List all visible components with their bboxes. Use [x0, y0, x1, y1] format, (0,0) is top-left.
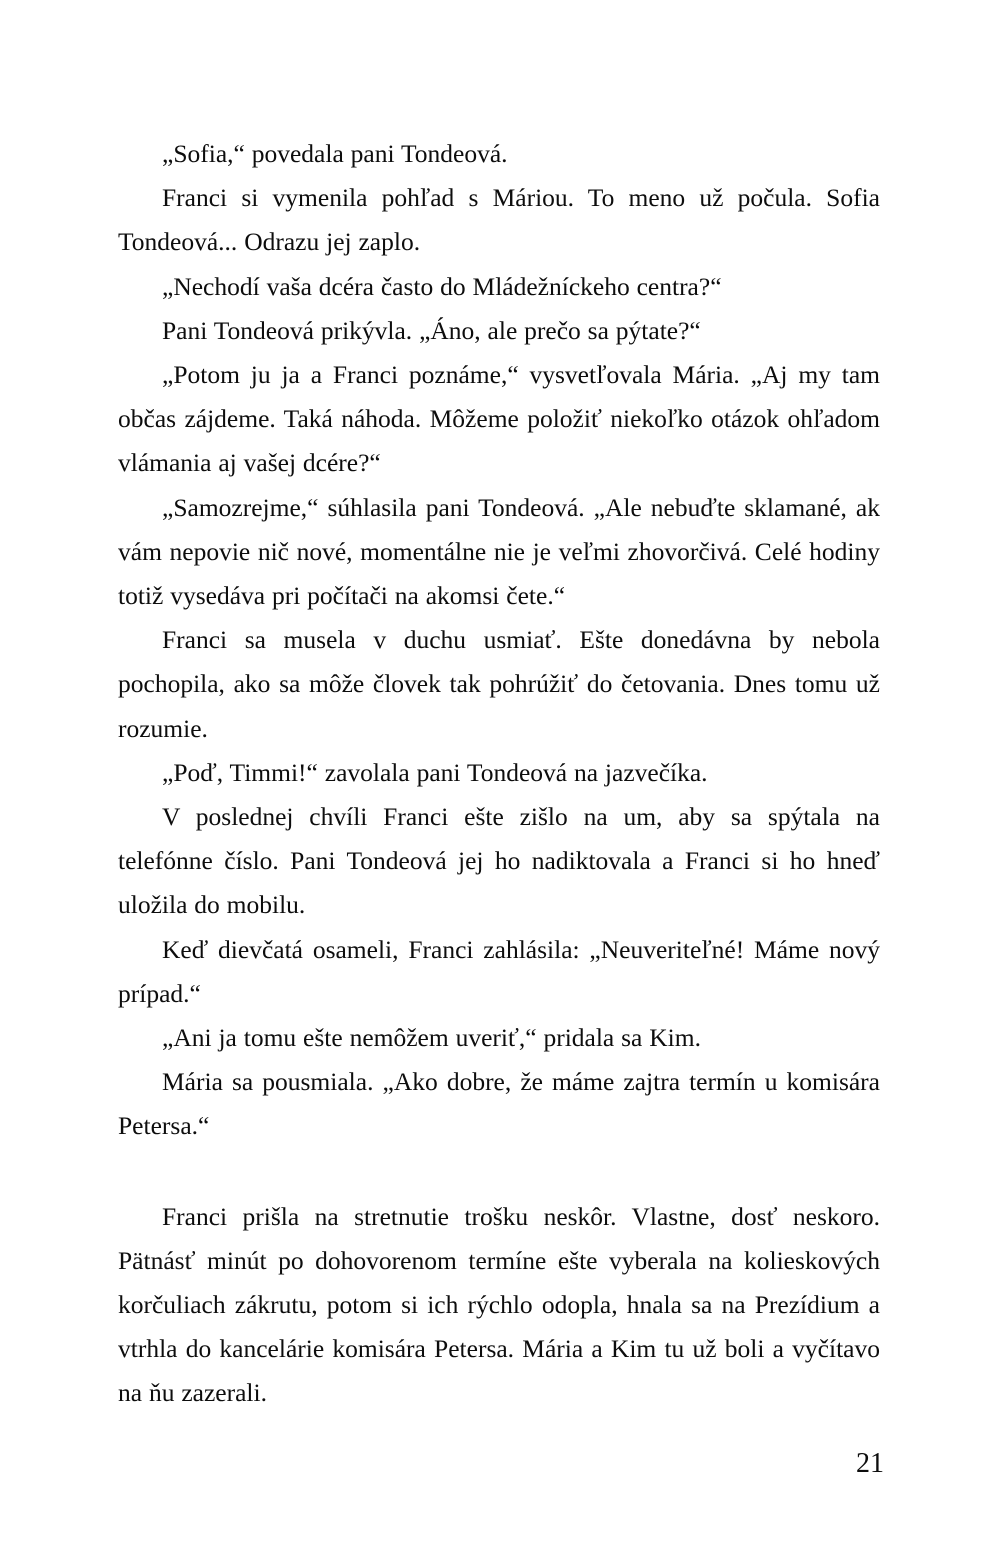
page-number: 21 — [856, 1448, 884, 1479]
paragraph: Mária sa pousmiala. „Ako dobre, že máme zajtra termín u komisára Petersa.“ — [118, 1067, 880, 1141]
paragraph: Pani Tondeová prikývla. „Áno, ale prečo sa pýtate?“ — [162, 315, 701, 345]
paragraph: „Sofia,“ povedala pani Tondeová. — [162, 139, 508, 168]
paragraph: Franci sa musela v duchu usmiať. Ešte donedávna by nebola pochopila, ako sa môže človek tak pohrúžiť do četovania. Dnes tomu už rozumie. — [118, 625, 880, 743]
paragraph: Franci prišla na stretnutie trošku neskôr. Vlastne, dosť neskoro. Pätnásť minút po dohovorenom termíne ešte vyberala na kolieskových korčuliach zákrutu, potom si ich rýchlo odopla, hnala sa na Prezídium a vtrhla do kancelárie komisára Petersa. Mária a Kim tu už boli a vyčítavo na ňu zazerali. — [118, 1201, 880, 1408]
paragraph: „Potom ju ja a Franci poznáme,“ vysvetľovala Mária. „Aj my tam občas zájdeme. Taká náhoda. Môžeme položiť niekoľko otázok ohľadom vlámania aj vašej dcére?“ — [118, 360, 880, 478]
paragraph: „Ani ja tomu ešte nemôžem uveriť,“ pridala sa Kim. — [162, 1023, 701, 1053]
body-text-column — [118, 132, 880, 1416]
paragraph: „Poď, Timmi!“ zavolala pani Tondeová na jazvečíka. — [162, 757, 708, 787]
paragraph: V poslednej chvíli Franci ešte zišlo na um, aby sa spýtala na telefónne číslo. Pani Tondeová jej ho nadiktovala a Franci si ho hneď uložila do mobilu. — [118, 802, 880, 920]
paragraph: Keď dievčatá osameli, Franci zahlásila: „Neuveriteľné! Máme nový prípad.“ — [118, 934, 880, 1008]
paragraph: „Nechodí vaša dcéra často do Mládežníckeho centra?“ — [162, 271, 722, 301]
paragraph: Franci si vymenila pohľad s Máriou. To meno už počula. Sofia Tondeová... Odrazu jej zaplo. — [118, 183, 880, 257]
paragraph: „Samozrejme,“ súhlasila pani Tondeová. „Ale nebuďte sklamané, ak vám nepovie nič nové, momentálne nie je veľmi zhovorčivá. Celé hodiny totiž vysedáva pri počítači na akomsi čete.“ — [118, 492, 880, 611]
